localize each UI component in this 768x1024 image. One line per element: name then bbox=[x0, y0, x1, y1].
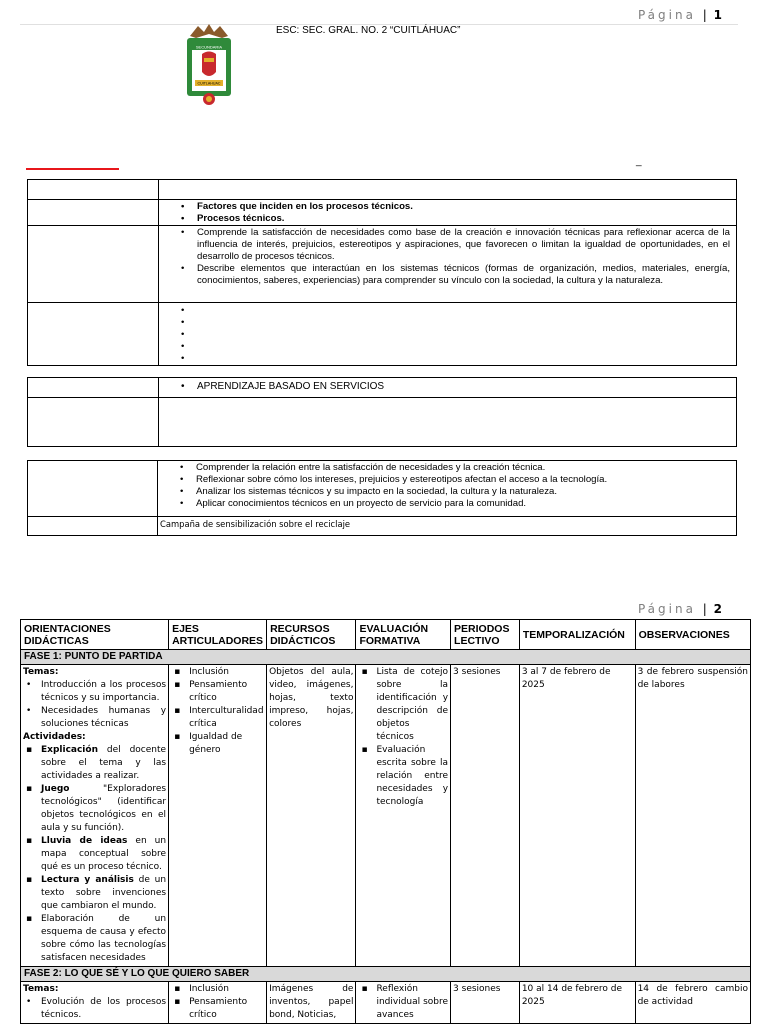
orientaciones-cell bbox=[21, 982, 169, 1024]
list-item: • Aplicar conocimientos técnicos en un proyecto de servicio para la comunidad. bbox=[158, 498, 736, 510]
table-row bbox=[21, 665, 751, 967]
list-item: ▪ Elaboración de un esquema de causa y efecto sobre cómo las tecnologías satisfacen necesidades bbox=[23, 913, 166, 965]
list-item: • Reflexionar sobre cómo los intereses, prejuicios y estereotipos afectan el acceso a la tecnología. bbox=[158, 474, 736, 486]
logo-banner-text: SECUNDARIA bbox=[195, 44, 223, 50]
orientaciones-cell bbox=[21, 665, 169, 967]
phase-row bbox=[21, 967, 751, 982]
empty-bullet bbox=[159, 305, 736, 317]
methodology-table bbox=[27, 377, 737, 447]
school-name: ESC: SEC. GRAL. NO. 2 “CUITLÁHUAC” bbox=[276, 25, 461, 36]
table-row bbox=[28, 200, 737, 226]
observaciones-cell: 3 de febrero suspensión de labores bbox=[635, 665, 750, 967]
table-cell bbox=[28, 461, 158, 517]
page-number: Página | 1 bbox=[637, 8, 722, 22]
table-cell bbox=[158, 461, 737, 517]
page-number: Página | 2 bbox=[637, 602, 722, 616]
logo-seal-center bbox=[206, 96, 212, 102]
temas-label: Temas: bbox=[23, 984, 59, 994]
list-item: ▪ Igualdad de género bbox=[171, 731, 264, 757]
table-cell bbox=[159, 378, 737, 398]
logo-bottom-text: CUITLAHUAC bbox=[197, 81, 221, 86]
page-gap bbox=[0, 580, 768, 596]
temporalizacion-cell: 10 al 14 de febrero de 2025 bbox=[519, 982, 635, 1024]
temas-label: Temas: bbox=[23, 667, 59, 677]
phase-row bbox=[21, 650, 751, 665]
evaluacion-cell bbox=[356, 982, 451, 1024]
actividades-label: Actividades: bbox=[23, 732, 86, 742]
empty-bullet bbox=[159, 329, 736, 341]
table-cell bbox=[28, 398, 159, 447]
list-item: ▪ Interculturalidad crítica bbox=[171, 705, 264, 731]
table-header-row bbox=[21, 620, 751, 650]
table-row bbox=[28, 180, 737, 200]
table-row bbox=[28, 303, 737, 366]
table-row bbox=[28, 226, 737, 303]
planning-table bbox=[20, 619, 751, 1024]
list-item: • Factores que inciden en los procesos técnicos. bbox=[159, 201, 736, 213]
list-item: ▪ Pensamiento crítico bbox=[171, 679, 264, 705]
table-row bbox=[28, 517, 737, 536]
phase-title: FASE 2: LO QUE SÉ Y LO QUE QUIERO SABER bbox=[21, 967, 751, 982]
recursos-cell: Imágenes de inventos, papel bond, Noticias, bbox=[267, 982, 356, 1024]
table-row bbox=[28, 378, 737, 398]
dash-mark: _ bbox=[636, 156, 642, 167]
column-header: TEMPORALIZACIÓN bbox=[519, 620, 635, 650]
product-cell: Campaña de sensibilización sobre el reciclaje bbox=[158, 517, 737, 536]
list-item: ▪ Reflexión individual sobre avances bbox=[358, 983, 448, 1022]
evaluacion-cell bbox=[356, 665, 451, 967]
table-cell bbox=[159, 398, 737, 447]
logo-headband bbox=[204, 58, 214, 62]
list-item: • Comprende la satisfacción de necesidades como base de la creación e innovación técnicas para reflexionar acerca de la influencia de interés, prejuicios, estereotipos y aspiraciones, que favorecen o limitan la igualdad de oportunidades, en el desarrollo de procesos técnicos. bbox=[159, 227, 730, 263]
list-item: • Evolución de los procesos técnicos. bbox=[23, 996, 166, 1022]
table-cell bbox=[159, 200, 737, 226]
table-cell bbox=[28, 517, 158, 536]
objectives-table bbox=[27, 460, 737, 536]
periodos-cell: 3 sesiones bbox=[451, 665, 520, 967]
table-row bbox=[28, 461, 737, 517]
table-row bbox=[28, 398, 737, 447]
list-item: ▪ Lluvia de ideas en un mapa conceptual sobre qué es un proceso técnico. bbox=[23, 835, 166, 874]
column-header: EJES ARTICULADORES bbox=[169, 620, 267, 650]
list-item: ▪ Juego "Exploradores tecnológicos" (identificar objetos tecnológicos en el aula y su función). bbox=[23, 783, 166, 835]
column-header: OBSERVACIONES bbox=[635, 620, 750, 650]
eagle-crest-icon bbox=[190, 24, 228, 38]
list-item: • Analizar los sistemas técnicos y su impacto en la sociedad, la cultura y la naturaleza. bbox=[158, 486, 736, 498]
list-item: • Comprender la relación entre la satisfacción de necesidades y la creación técnica. bbox=[158, 462, 736, 474]
temporalizacion-cell: 3 al 7 de febrero de 2025 bbox=[519, 665, 635, 967]
school-logo bbox=[184, 22, 234, 108]
empty-bullet bbox=[159, 341, 736, 353]
table-row bbox=[21, 982, 751, 1024]
column-header: EVALUACIÓN FORMATIVA bbox=[356, 620, 451, 650]
ejes-cell bbox=[169, 665, 267, 967]
table-cell bbox=[28, 180, 159, 200]
list-item: • Procesos técnicos. bbox=[159, 213, 736, 225]
table-cell bbox=[28, 200, 159, 226]
table-cell bbox=[28, 226, 159, 303]
column-header: ORIENTACIONES DIDÁCTICAS bbox=[21, 620, 169, 650]
table-cell bbox=[159, 180, 737, 200]
list-item: • Introducción a los procesos técnicos y su importancia. bbox=[23, 679, 166, 705]
table-cell bbox=[28, 378, 159, 398]
list-item: ▪ Pensamiento crítico bbox=[171, 996, 264, 1022]
table-cell bbox=[159, 226, 737, 303]
list-item: • Necesidades humanas y soluciones técnicas bbox=[23, 705, 166, 731]
recursos-cell: Objetos del aula, video, imágenes, hojas, texto impreso, hojas, colores bbox=[267, 665, 356, 967]
observaciones-cell: 14 de febrero cambio de actividad bbox=[635, 982, 750, 1024]
aztec-head-icon bbox=[202, 52, 216, 77]
empty-bullet bbox=[159, 353, 736, 365]
column-header: RECURSOS DIDÁCTICOS bbox=[267, 620, 356, 650]
phase-title: FASE 1: PUNTO DE PARTIDA bbox=[21, 650, 751, 665]
list-item: ▪ Evaluación escrita sobre la relación entre necesidades y tecnología bbox=[358, 744, 448, 809]
list-item: • Describe elementos que interactúan en los sistemas técnicos (formas de organización, medios, materiales, energía, conocimientos, saberes, experiencias) para comprender su vínculo con la sociedad, la cultura y la naturaleza. bbox=[159, 263, 730, 287]
list-item: ▪ Lista de cotejo sobre la identificación y descripción de objetos técnicos bbox=[358, 666, 448, 744]
periodos-cell: 3 sesiones bbox=[451, 982, 520, 1024]
list-item: ▪ Lectura y análisis de un texto sobre invenciones que cambiaron el mundo. bbox=[23, 874, 166, 913]
list-item: ▪ Inclusión bbox=[171, 983, 264, 996]
list-item: ▪ Explicación del docente sobre el tema y las actividades a realizar. bbox=[23, 744, 166, 783]
red-underline bbox=[26, 168, 119, 170]
ejes-cell bbox=[169, 982, 267, 1024]
table-cell bbox=[28, 303, 159, 366]
table-cell bbox=[159, 303, 737, 366]
list-item: ▪ Inclusión bbox=[171, 666, 264, 679]
empty-bullet bbox=[159, 317, 736, 329]
column-header: PERIODOS LECTIVO bbox=[451, 620, 520, 650]
info-table bbox=[27, 179, 737, 366]
list-item: • APRENDIZAJE BASADO EN SERVICIOS bbox=[159, 381, 736, 393]
